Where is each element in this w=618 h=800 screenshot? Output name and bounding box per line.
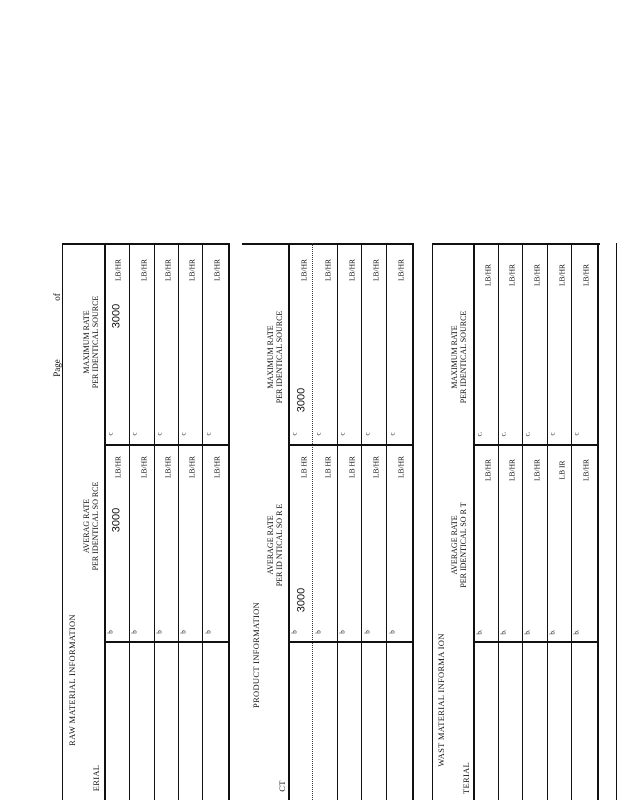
page-edge-line [616,243,617,800]
page-label: Page [52,359,62,377]
maximum-rate-header: MAXIMUM RATE PER IDENTICAL SOURCE [265,310,284,404]
first-column-header: CT [276,780,287,792]
section-title: RAW MATERIAL INFORMATION [66,614,77,746]
average-rate-value: 3000 [295,587,308,613]
first-column-header: TERIAL [460,761,471,795]
average-rate-header: AVERAG RATE PER IDENTICAL SO RCE [81,481,100,571]
average-rate-header: AVERAGE RATE PER ID NTICAL SO R E [265,503,284,587]
maximum-rate-value: 3000 [295,387,308,413]
section-title: PRODUCT INFORMATION [250,602,261,708]
maximum-rate-value: 3000 [110,303,123,329]
maximum-rate-header: MAXIMUM RATE PER IDENTICAL SOURCE [81,295,100,389]
average-rate-value: 3000 [110,507,123,533]
average-rate-header: AVERAGE RATE PER IDENTICAL SO R T [449,502,468,588]
first-column-header: ERIAL [90,764,101,792]
maximum-rate-header: MAXIMUM RATE PER IDENTICAL SOURCE [449,310,468,404]
of-label: of [52,293,62,301]
section-title: WAST MATERIAL INFORMA ION [435,633,446,767]
